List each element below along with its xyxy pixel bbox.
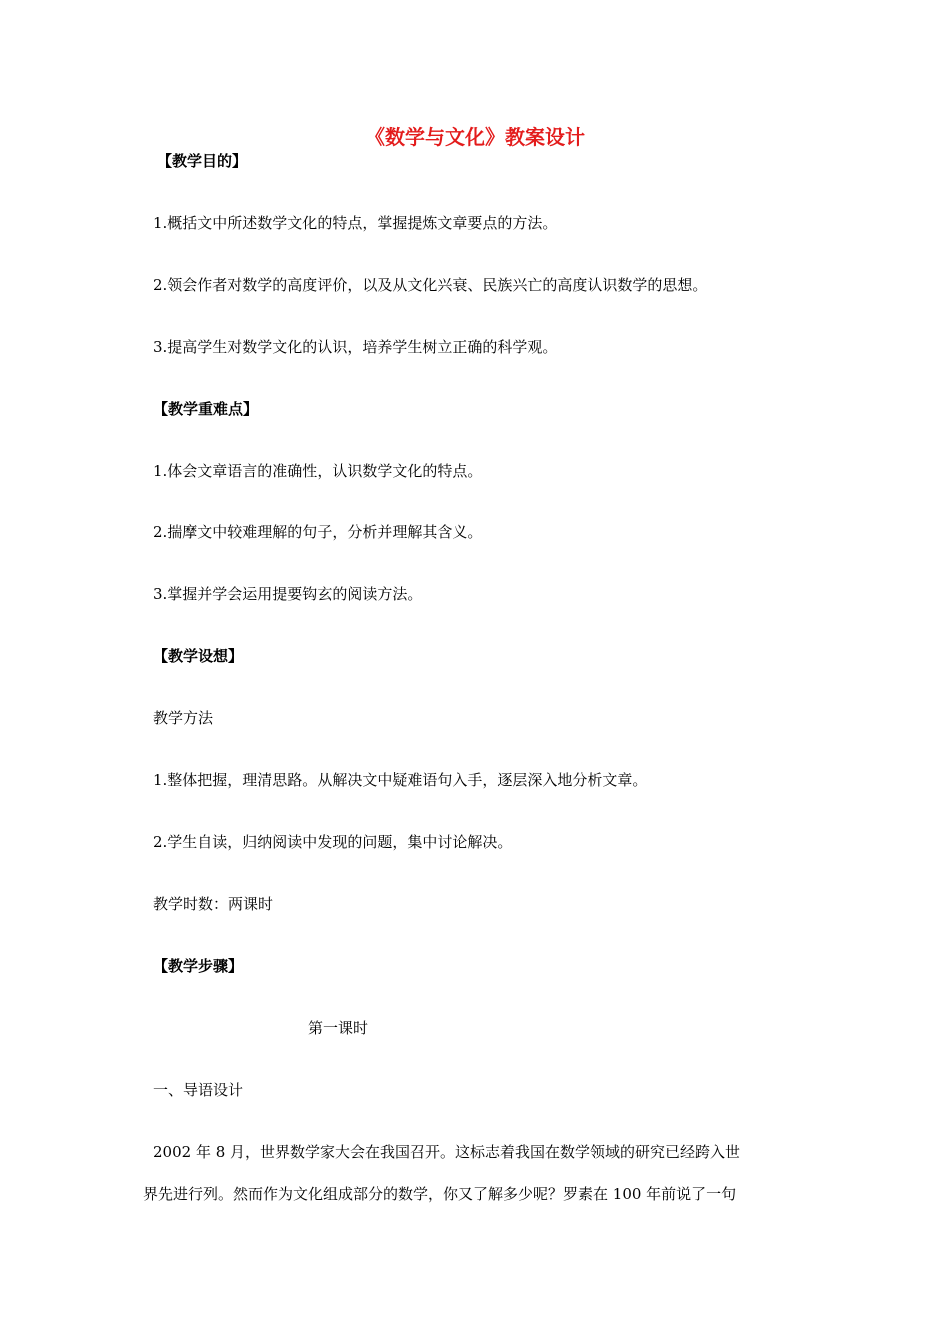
steps-heading: 【教学步骤】 bbox=[153, 957, 244, 975]
keypoints-heading: 【教学重难点】 bbox=[153, 400, 259, 418]
intro-paragraph-line-1: 2002 年 8 月，世界数学家大会在我国召开。这标志着我国在数学领域的研究已经跨入世 bbox=[153, 1143, 741, 1161]
document-title: 《数学与文化》教案设计 bbox=[365, 125, 585, 149]
objective-item-1: 1.概括文中所述数学文化的特点，掌握提炼文章要点的方法。 bbox=[153, 214, 558, 232]
objective-item-2: 2.领会作者对数学的高度评价，以及从文化兴衰、民族兴亡的高度认识数学的思想。 bbox=[153, 276, 708, 294]
objective-item-3: 3.提高学生对数学文化的认识，培养学生树立正确的科学观。 bbox=[153, 338, 558, 356]
design-heading: 【教学设想】 bbox=[153, 647, 244, 665]
intro-heading: 一、导语设计 bbox=[153, 1081, 244, 1099]
method-item-1: 1.整体把握，理清思路。从解决文中疑难语句入手，逐层深入地分析文章。 bbox=[153, 771, 648, 789]
method-label: 教学方法 bbox=[153, 709, 214, 727]
lesson-one-label: 第一课时 bbox=[308, 1019, 369, 1037]
keypoint-item-2: 2.揣摩文中较难理解的句子，分析并理解其含义。 bbox=[153, 523, 483, 541]
teaching-hours: 教学时数：两课时 bbox=[153, 895, 274, 913]
intro-paragraph-line-2: 界先进行列。然而作为文化组成部分的数学，你又了解多少呢？罗素在 100 年前说了一句 bbox=[143, 1185, 737, 1203]
objectives-heading: 【教学目的】 bbox=[157, 152, 248, 170]
keypoint-item-1: 1.体会文章语言的准确性，认识数学文化的特点。 bbox=[153, 462, 483, 480]
keypoint-item-3: 3.掌握并学会运用提要钩玄的阅读方法。 bbox=[153, 585, 423, 603]
method-item-2: 2.学生自读，归纳阅读中发现的问题，集中讨论解决。 bbox=[153, 833, 513, 851]
